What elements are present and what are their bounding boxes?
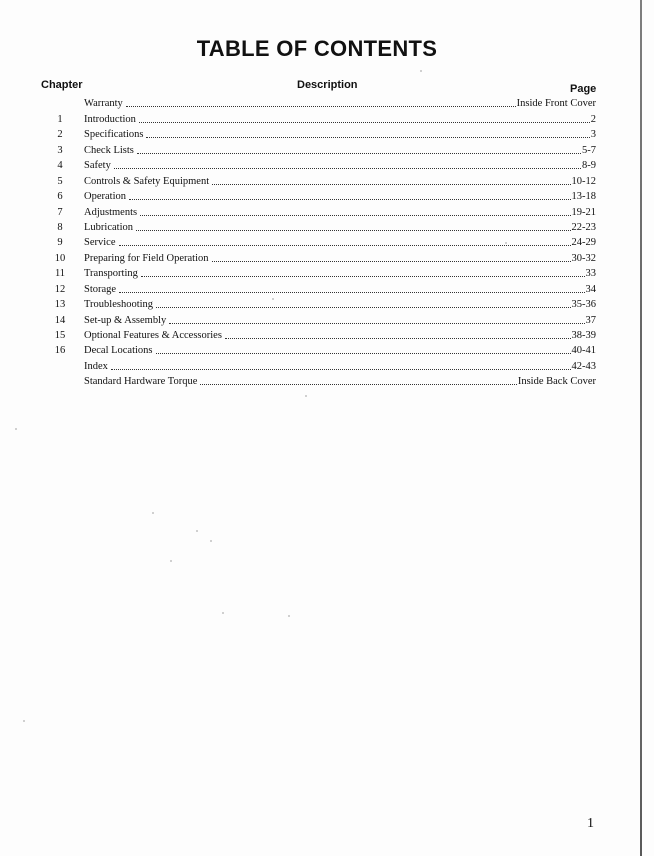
dot-leader [200,381,516,385]
chapter-title: Service [84,237,116,249]
chapter-title: Standard Hardware Torque [84,376,198,388]
toc-entry [0,265,654,280]
chapter-title: Operation [84,191,126,203]
toc-line [84,191,596,202]
toc-line [84,98,596,109]
page-reference: 38-39 [571,330,596,341]
scan-speck [170,560,172,562]
page-reference: 10-12 [571,175,596,187]
toc-entry [0,342,654,357]
toc-entry [0,219,654,234]
dot-leader [141,273,585,277]
chapter-title: Preparing for Field Operation [84,252,209,264]
toc-line [84,253,596,264]
toc-entry [0,141,654,156]
dot-leader [111,366,571,370]
chapter-title: Set-up & Assembly [84,314,167,326]
scan-speck [23,720,25,722]
chapter-number: 7 [57,206,63,218]
chapter-title: Index [84,360,108,372]
toc-line [84,345,596,356]
chapter-number: 8 [57,221,63,233]
chapter-title: Troubleshooting [84,299,154,311]
toc-line [84,330,596,341]
chapter-number: 2 [57,129,63,141]
toc-line [84,237,596,248]
page-reference: 40-41 [571,345,596,357]
chapter-number: 14 [54,314,66,326]
chapter-title: Transporting [84,268,138,280]
chapter-number: 15 [54,330,66,341]
scan-speck [222,612,224,614]
toc-line [84,299,596,310]
toc-entry [0,95,654,110]
toc-entry [0,311,654,326]
page-reference: 35-36 [571,299,596,311]
toc-entry [0,188,654,203]
toc-entry [0,110,654,125]
page-reference: 30-32 [571,252,596,264]
chapter-number: 12 [54,283,66,295]
toc-line [84,176,596,187]
dot-leader [139,119,590,123]
chapter-title: Introduction [84,113,136,125]
page-reference: 37 [585,314,596,326]
chapter-number: 5 [57,175,63,187]
dot-leader [136,227,571,231]
chapter-number: 13 [54,299,66,311]
toc-line [84,315,596,326]
scan-speck [305,395,307,397]
dot-leader [140,212,570,216]
page-number: 1 [587,816,594,831]
page-reference: Inside Front Cover [516,98,596,110]
column-header-chapter: Chapter [41,79,83,91]
page-reference: 5-7 [582,144,596,156]
toc-line [84,129,596,140]
scan-speck [420,70,422,72]
dot-leader [119,242,571,246]
chapter-title: Specifications [84,129,144,141]
chapter-number: 16 [54,345,66,357]
toc-entry [0,157,654,172]
toc-line [84,376,596,387]
toc-line [84,114,596,125]
page-reference: 24-29 [571,237,596,249]
chapter-title: Decal Locations [84,345,153,357]
dot-leader [126,103,516,107]
dot-leader [156,304,570,308]
page-reference: 19-21 [571,206,596,218]
toc-entry [0,203,654,218]
page-reference: 34 [585,283,596,295]
page-reference: 33 [585,268,596,280]
scan-speck [15,428,17,430]
scan-speck [288,615,290,617]
scan-speck [272,298,274,300]
scan-speck [505,242,507,244]
chapter-title: Safety [84,160,111,172]
toc-line [84,207,596,218]
toc-list [0,95,654,388]
toc-entry [0,373,654,388]
toc-entry [0,172,654,187]
page-reference: 22-23 [571,221,596,233]
chapter-number: 11 [54,268,66,280]
toc-entry [0,296,654,311]
page-reference: 8-9 [582,160,596,172]
dot-leader [169,320,584,324]
scan-speck [196,530,198,532]
dot-leader [146,134,589,138]
dot-leader [212,258,571,262]
toc-entry [0,249,654,264]
toc-entry [0,280,654,295]
scan-speck [210,540,212,542]
chapter-title: Adjustments [84,206,138,218]
dot-leader [119,289,584,293]
dot-leader [114,165,581,169]
page-title: TABLE OF CONTENTS [196,36,438,61]
toc-line [84,268,596,279]
chapter-title: Controls & Safety Equipment [84,175,210,187]
toc-line [84,361,596,372]
dot-leader [212,181,570,185]
dot-leader [137,150,581,154]
dot-leader [225,335,571,339]
column-header-page: Page [570,83,597,95]
toc-entry [0,234,654,249]
toc-line [84,284,596,295]
chapter-number: 4 [57,160,63,172]
dot-leader [156,350,571,354]
toc-entry [0,126,654,141]
chapter-title: Check Lists [84,144,134,156]
page-reference: 42-43 [571,360,596,372]
toc-line [84,222,596,233]
chapter-title: Warranty [84,98,123,110]
toc-line [84,160,596,171]
toc-entry [0,327,654,342]
page-reference: 3 [590,129,596,141]
dot-leader [129,196,571,200]
chapter-number: 6 [57,191,63,203]
toc-entry [0,357,654,372]
chapter-title: Storage [84,283,117,295]
chapter-number: 9 [57,237,63,249]
page-reference: Inside Back Cover [517,376,596,388]
chapter-number: 10 [54,252,66,264]
chapter-number: 1 [57,113,63,125]
chapter-number: 3 [57,144,63,156]
chapter-title: Lubrication [84,221,133,233]
page-reference: 2 [590,113,596,125]
column-header-description: Description [297,79,358,91]
chapter-title: Optional Features & Accessories [84,330,222,341]
toc-line [84,145,596,156]
scan-speck [152,512,154,514]
page-reference: 13-18 [571,191,596,203]
